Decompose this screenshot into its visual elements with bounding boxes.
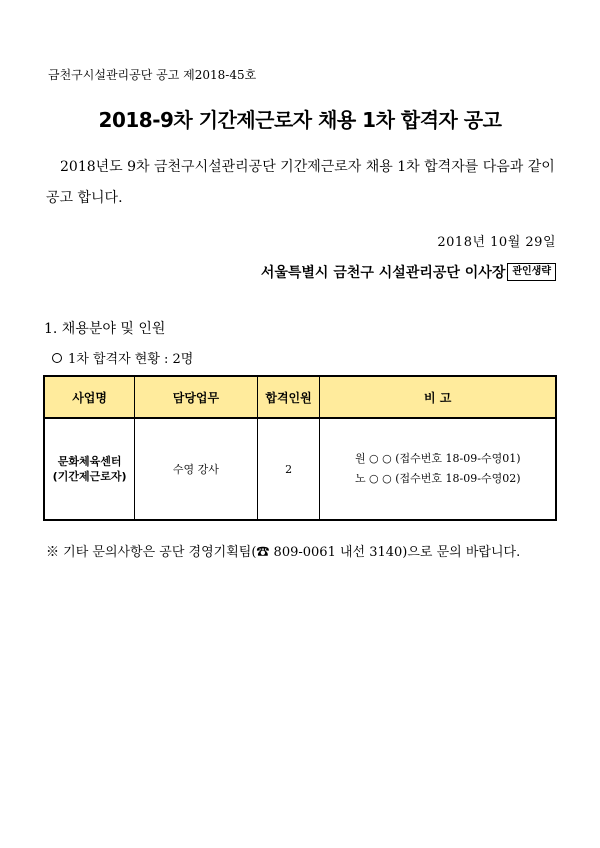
- section-heading: 1. 채용분야 및 인원: [44, 321, 166, 337]
- circle-bullet-icon: [52, 353, 62, 363]
- page-title: 2018-9차 기간제근로자 채용 1차 합격자 공고: [98, 108, 502, 132]
- header-count: 합격인원: [257, 376, 320, 418]
- remark-1: 원 ○ ○ (접수번호 18-09-수영01): [354, 452, 521, 465]
- table-row: [44, 418, 556, 520]
- footnote: ※ 기타 문의사항은 공단 경영기획팀(☎ 809-0061 내선 3140)으로 문의 바랍니다.: [46, 545, 521, 560]
- signer-name: 서울특별시 금천구 시설관리공단 이사장: [260, 265, 506, 281]
- table-header-row: [44, 376, 556, 418]
- notice-number: 금천구시설관리공단 공고 제2018-45호: [48, 68, 257, 82]
- header-dept: 사업명: [44, 376, 135, 418]
- dept-line-2: (기간제근로자): [52, 470, 127, 483]
- seal-box: 관인생략: [507, 263, 556, 281]
- cell-remarks: [320, 418, 556, 520]
- sub-heading-text: 1차 합격자 현황 : 2명: [68, 352, 194, 367]
- result-table: [43, 375, 557, 521]
- intro-line-1: 2018년도 9차 금천구시설관리공단 기간제근로자 채용 1차 합격자를 다음과 같이: [60, 159, 555, 175]
- dept-line-1: 문화체육센터: [57, 455, 122, 468]
- signer-block: [261, 262, 556, 282]
- cell-count: 2: [257, 418, 320, 520]
- intro-line-2: 공고 합니다.: [46, 190, 123, 206]
- remark-2: 노 ○ ○ (접수번호 18-09-수영02): [354, 472, 521, 485]
- intro-paragraph: [46, 152, 556, 214]
- header-remarks: 비 고: [320, 376, 556, 418]
- sub-heading: [52, 348, 193, 367]
- notice-date: 2018년 10월 29일: [437, 235, 556, 250]
- header-duty: 담당업무: [135, 376, 258, 418]
- cell-duty: 수영 강사: [135, 418, 258, 520]
- cell-dept: [44, 418, 135, 520]
